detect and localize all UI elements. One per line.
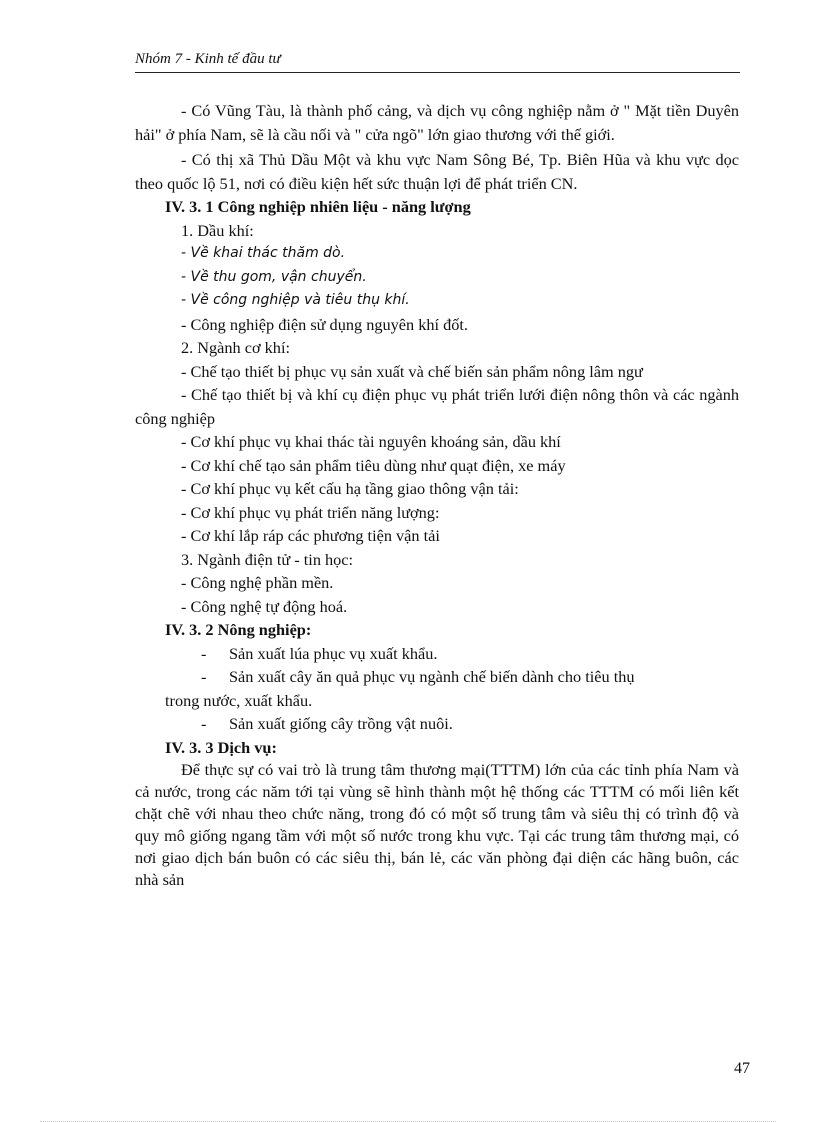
subheading-oil-gas: 1. Dầu khí: [181, 220, 254, 240]
list-item [135, 712, 739, 736]
paragraph-thu-dau-mot: - Có thị xã Thủ Dầu Một và khu vực Nam Sông Bé, Tp. Biên Hũa và khu vực dọc theo quốc lộ 51, nơi có điều kiện hết sức thuận lợi để phát triển CN. [135, 150, 739, 193]
list-item [135, 665, 739, 689]
list-item: - Cơ khí phục vụ khai thác tài nguyên khoáng sản, dầu khí [181, 432, 561, 451]
paragraph-services: Để thực sự có vai trò là trung tâm thương mại(TTTM) lớn của các tỉnh phía Nam và cả nước, trong các năm tới tại vùng sẽ hình thành một hệ thống các TTTM có mối liên kết chặt chẽ với nhau theo chức năng, trong đó có một số trung tâm và siêu thị có trình độ và quy mô giống ngang tầm với một số nước trong khu vực. Tại các trung tâm thương mại, có nơi giao dịch bán buôn có các siêu thị, bán lẻ, các văn phòng đại diện các hãng buôn, các nhà sản [135, 760, 739, 889]
list-item: - Công nghiệp điện sử dụng nguyên khí đốt. [181, 314, 468, 334]
subheading-electronics: 3. Ngành điện tử - tin học: [181, 549, 354, 569]
subheading-mechanical: 2. Ngành cơ khí: [181, 338, 290, 357]
bullet-dash: - [201, 667, 207, 686]
list-item-text: Sản xuất cây ăn quả phục vụ ngành chế biến dành cho tiêu thụ [229, 667, 635, 686]
document-body [135, 99, 739, 891]
list-item: - Công nghệ phần mền. [181, 573, 334, 592]
bullet-dash: - [201, 643, 207, 663]
list-item: - Chế tạo thiết bị phục vụ sản xuất và chế biến sản phẩm nông lâm ngư [181, 361, 643, 381]
list-item-text: Sản xuất lúa phục vụ xuất khẩu. [229, 643, 438, 663]
list-item: - Chế tạo thiết bị và khí cụ điện phục vụ phát triển lưới điện nông thôn và các ngành công nghiệp [135, 385, 739, 428]
list-item: - Công nghệ tự động hoá. [181, 596, 348, 616]
bullet-dash: - [201, 714, 207, 733]
list-item: - Cơ khí chế tạo sản phẩm tiêu dùng như quạt điện, xe máy [181, 455, 566, 475]
list-item: - Về thu gom, vận chuyển. [181, 268, 367, 285]
list-item: - Cơ khí lắp ráp các phương tiện vận tải [181, 526, 440, 545]
list-item: - Cơ khí phục vụ kết cấu hạ tầng giao thông vận tải: [181, 479, 519, 498]
list-item-text: Sản xuất giống cây trồng vật nuôi. [229, 714, 453, 733]
page-bottom-border [40, 1121, 776, 1122]
list-item: - Cơ khí phục vụ phát triển năng lượng: [181, 502, 440, 522]
section-heading-services: IV. 3. 3 Dịch vụ: [165, 737, 277, 757]
list-item-continuation: trong nước, xuất khẩu. [165, 690, 313, 710]
section-heading-energy: IV. 3. 1 Công nghiệp nhiên liệu - năng lượng [165, 197, 471, 216]
page-number: 47 [734, 1060, 750, 1077]
paragraph-vung-tau: - Có Vũng Tàu, là thành phố cảng, và dịch vụ công nghiệp nằm ở " Mặt tiền Duyên hải" ở phía Nam, sẽ là cầu nối và " cửa ngõ" lớn giao thương với thế giới. [135, 101, 739, 144]
list-item: - Về công nghiệp và tiêu thụ khí. [181, 292, 410, 308]
list-item [135, 642, 739, 666]
header-title: Nhóm 7 - Kinh tế đầu tư [135, 51, 281, 67]
section-heading-agriculture: IV. 3. 2 Nông nghiệp: [165, 620, 312, 639]
list-item: - Về khai thác thăm dò. [181, 245, 346, 261]
running-header [135, 50, 740, 73]
